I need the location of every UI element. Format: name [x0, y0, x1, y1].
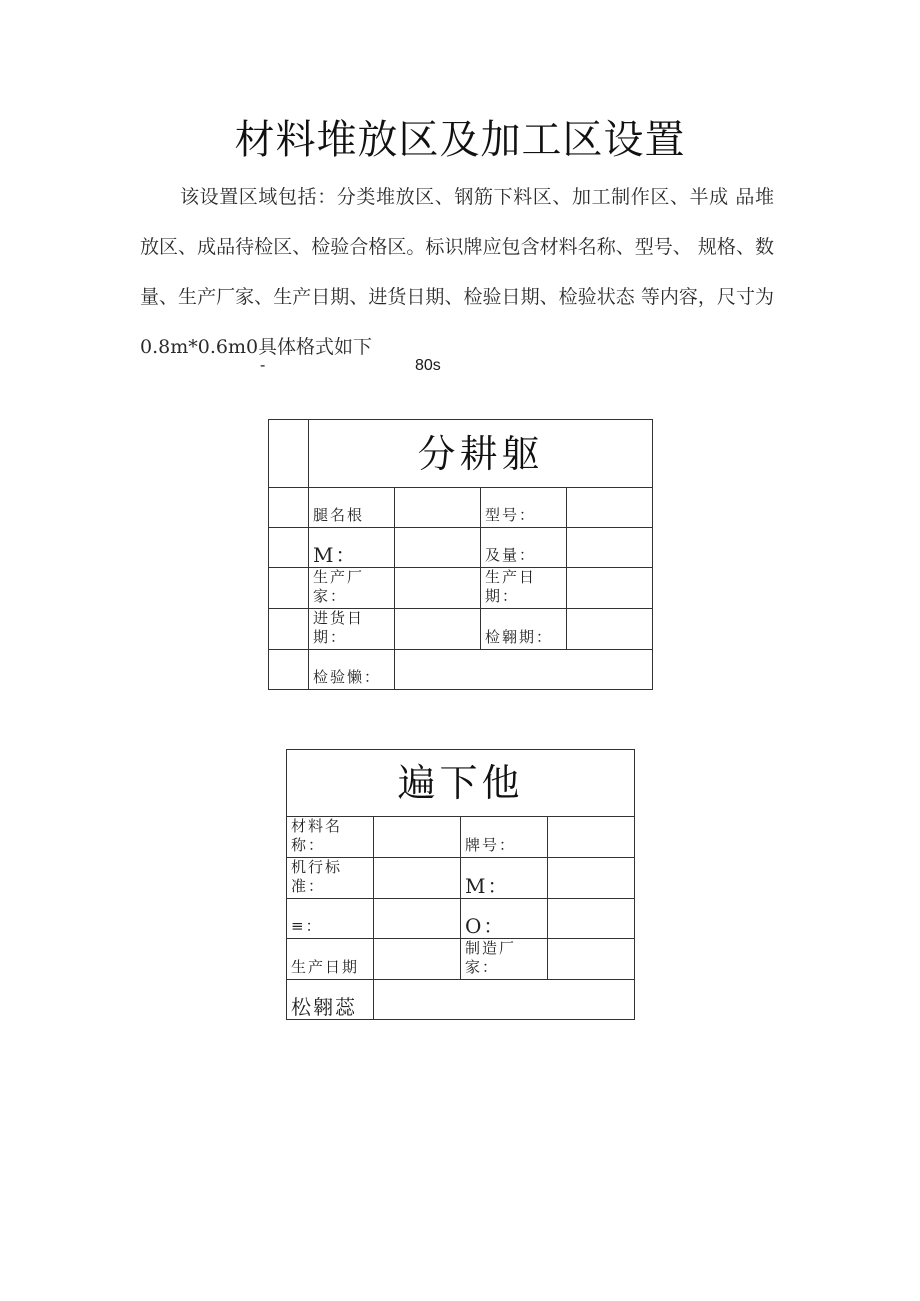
sign2-standard-label: 机行标准：	[287, 858, 374, 899]
sign1-blank-cell	[269, 488, 309, 528]
sign1-spec-label: M：	[309, 528, 395, 568]
sign1-blank-cell	[269, 650, 309, 690]
sign1-blank-cell	[269, 609, 309, 650]
sign1-prod-date-label: 生产日期：	[481, 568, 567, 609]
dash-mark: -	[260, 357, 266, 374]
sign1-name-value	[395, 488, 481, 528]
material-sign-table-2	[286, 749, 635, 1020]
sign1-blank-cell	[269, 528, 309, 568]
sign2-name-label: 材料名称：	[287, 817, 374, 858]
sign2-o-value	[548, 899, 635, 939]
sign2-status-value	[374, 980, 635, 1020]
sign1-model-label: 型号：	[481, 488, 567, 528]
sign2-o-label: O：	[461, 899, 548, 939]
sign2-brand-label: 牌号：	[461, 817, 548, 858]
intro-paragraph: 该设置区域包括：分类堆放区、钢筋下料区、加工制作区、半成 品堆放区、成品待检区、检验合格区。标识牌应包含材料名称、型号、 规格、数量、生产厂家、生产日期、进货日期、检验日期、检验状态 等内容，尺寸为0.8m*0.6m0具体格式如下	[140, 186, 774, 358]
sign1-model-value	[567, 488, 653, 528]
sign2-header: 遍下他	[287, 750, 635, 817]
sign2-qty-label: ≡：	[287, 899, 374, 939]
sign1-arrival-value	[395, 609, 481, 650]
sign1-spec-value	[395, 528, 481, 568]
sign1-inspect-date-value	[567, 609, 653, 650]
sign2-status-label: 松翱蕊	[287, 980, 374, 1020]
sign1-status-value	[395, 650, 653, 690]
sign1-blank-cell	[269, 420, 309, 488]
sign2-maker-value	[548, 939, 635, 980]
sign2-name-value	[374, 817, 461, 858]
sign2-prod-date-label: 生产日期	[287, 939, 374, 980]
sign2-qty-value	[374, 899, 461, 939]
material-sign-table-1	[268, 419, 653, 690]
page-title: 材料堆放区及加工区设置	[234, 117, 686, 163]
sign1-qty-value	[567, 528, 653, 568]
sign1-arrival-label: 进货日期：	[309, 609, 395, 650]
sign2-brand-value	[548, 817, 635, 858]
sign2-prod-date-value	[374, 939, 461, 980]
sign1-maker-value	[395, 568, 481, 609]
sign1-maker-label: 生产厂家：	[309, 568, 395, 609]
sign2-spec-value	[548, 858, 635, 899]
sign1-qty-label: 及量：	[481, 528, 567, 568]
sign1-name-label: 腿名根	[309, 488, 395, 528]
sign1-blank-cell	[269, 568, 309, 609]
sign1-header: 分耕躯	[309, 420, 653, 488]
sign2-spec-label: M：	[461, 858, 548, 899]
sign2-standard-value	[374, 858, 461, 899]
sign2-maker-label: 制造厂家：	[461, 939, 548, 980]
sign1-inspect-date-label: 检翱期：	[481, 609, 567, 650]
sign1-status-label: 检验懒：	[309, 650, 395, 690]
sign1-prod-date-value	[567, 568, 653, 609]
scale-label: 80s	[415, 357, 441, 374]
